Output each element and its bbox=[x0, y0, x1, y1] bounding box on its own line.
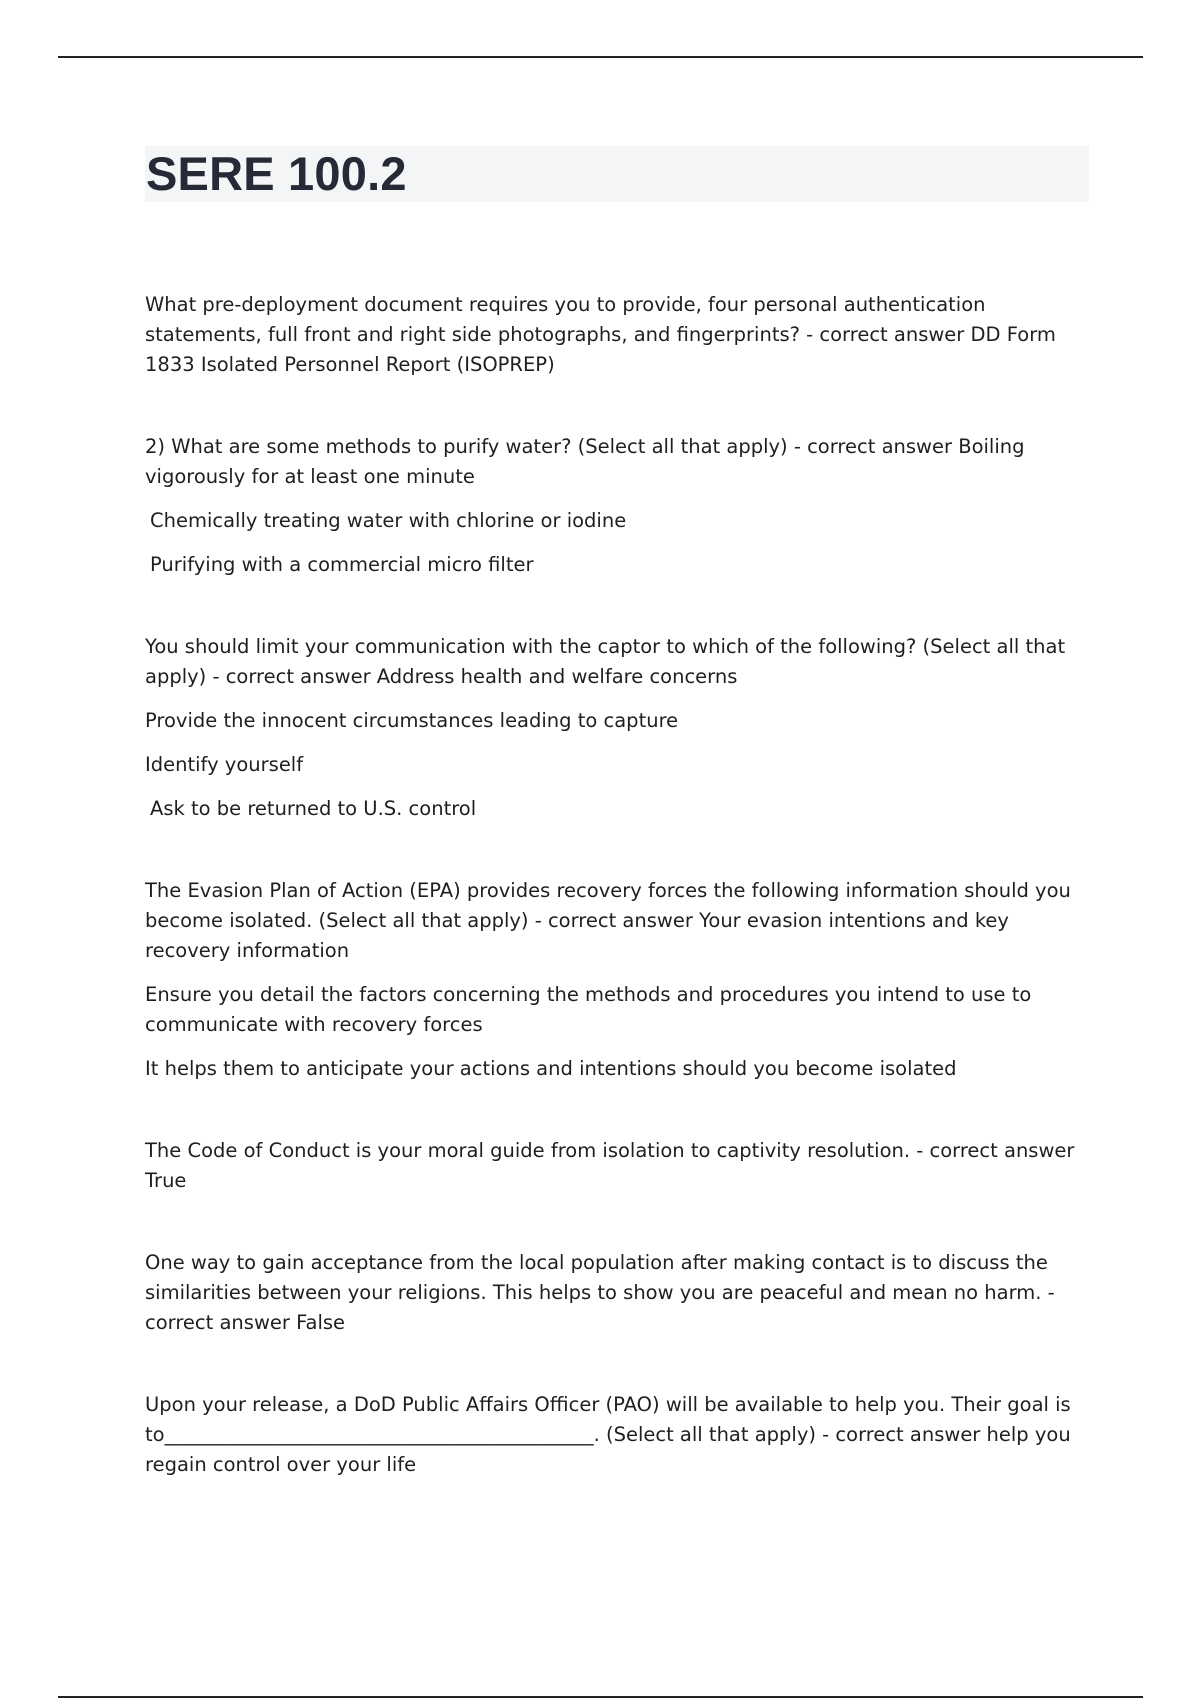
answer-option: Provide the innocent circumstances leading to capture bbox=[145, 709, 679, 732]
answer-option: Chemically treating water with chlorine or iodine bbox=[150, 509, 627, 532]
page-top-rule bbox=[58, 56, 1143, 58]
answer-option: Ensure you detail the factors concerning the methods and procedures you intend to use to communicate with recovery forces bbox=[145, 983, 1032, 1036]
question-answer-text: The Evasion Plan of Action (EPA) provides recovery forces the following information should you become isolated. (Select all that apply) - correct answer Your evasion intentions and key recovery information bbox=[145, 879, 1071, 962]
question-answer-text: Upon your release, a DoD Public Affairs Officer (PAO) will be available to help you. Their goal is to____________________________________________. (Select all that apply) - correct answer help you regain control over your life bbox=[145, 1393, 1071, 1476]
qa-item-7 bbox=[145, 1390, 1095, 1480]
qa-item-6 bbox=[145, 1248, 1095, 1338]
answer-option: It helps them to anticipate your actions and intentions should you become isolated bbox=[145, 1057, 957, 1080]
document-body bbox=[145, 290, 1095, 1532]
qa-item-5 bbox=[145, 1136, 1095, 1196]
qa-item-2 bbox=[145, 432, 1095, 580]
question-answer-text: 2) What are some methods to purify water? (Select all that apply) - correct answer Boiling vigorously for at least one minute bbox=[145, 435, 1025, 488]
answer-option: Ask to be returned to U.S. control bbox=[150, 797, 477, 820]
question-answer-text: You should limit your communication with the captor to which of the following? (Select all that apply) - correct answer Address health and welfare concerns bbox=[145, 635, 1066, 688]
answer-option: Identify yourself bbox=[145, 753, 304, 776]
question-answer-text: What pre-deployment document requires you to provide, four personal authentication statements, full front and right side photographs, and fingerprints? - correct answer DD Form 1833 Isolated Personnel Report (ISOPREP) bbox=[145, 293, 1056, 376]
question-answer-text: One way to gain acceptance from the local population after making contact is to discuss the similarities between your religions. This helps to show you are peaceful and mean no harm. - correct answer False bbox=[145, 1251, 1055, 1334]
page-title: SERE 100.2 bbox=[146, 147, 407, 200]
page-bottom-rule bbox=[58, 1696, 1143, 1698]
answer-option: Purifying with a commercial micro filter bbox=[150, 553, 534, 576]
qa-item-4 bbox=[145, 876, 1095, 1084]
qa-item-3 bbox=[145, 632, 1095, 824]
question-answer-text: The Code of Conduct is your moral guide from isolation to captivity resolution. - correct answer True bbox=[145, 1139, 1075, 1192]
qa-item-1 bbox=[145, 290, 1095, 380]
